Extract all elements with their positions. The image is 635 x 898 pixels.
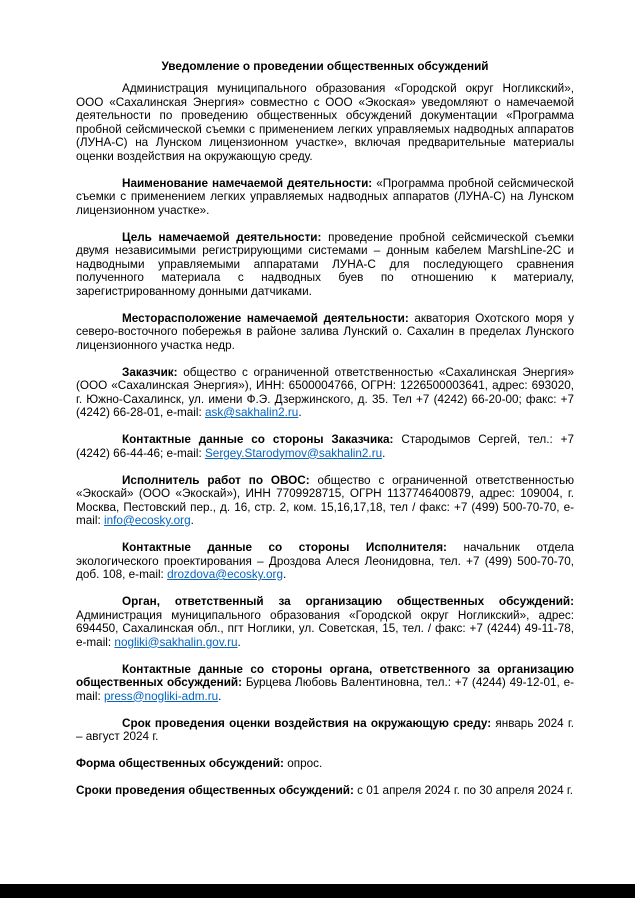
responsible-body-contact-email-link[interactable]: press@nogliki-adm.ru	[104, 689, 219, 703]
paragraph-text: акватория Охотского моря у северо-восточного побережья в районе залива Лунский о. Сахалин в пределах Лунского лицензионного участка недр.	[76, 311, 574, 352]
paragraph-tail: .	[218, 689, 222, 703]
paragraph-text: Бурцева Любовь Валентиновна, тел.: +7 (4244) 49-12-01, e-mail:	[76, 676, 574, 703]
paragraph-activity-goal	[76, 231, 574, 299]
paragraph-label: Срок проведения оценки воздействия на окружающую среду:	[122, 716, 492, 730]
paragraph-activity-name	[76, 177, 574, 218]
paragraph-tail: .	[190, 514, 194, 527]
paragraph-text: «Программа пробной сейсмической съемки с применением легких управляемых надводных аппаратов (ЛУНА-С) на Лунском лицензионном участке».	[76, 176, 574, 217]
page-bottom-bar	[0, 884, 635, 898]
contractor-contact-email-link[interactable]: drozdova@ecosky.org	[167, 568, 283, 581]
paragraph-label: Форма общественных обсуждений:	[76, 757, 284, 770]
paragraph-contractor	[76, 474, 574, 528]
paragraph-text: Администрация муниципального образования «Городской округ Ногликский», адрес: 694450, Сахалинская обл., пгт Ноглики, ул. Советская, 15, тел. / факс: +7 (4244) 49-11-78, e-mail:	[76, 608, 574, 649]
paragraph-contractor-contact	[76, 541, 574, 582]
paragraph-text: общество с ограниченной ответственностью «Экоскай» (ООО «Экоскай»), ИНН 7709928715, ОГРН 1137746400879, адрес: 109004, г. Москва, Пестовский пер., д. 16, стр. 2, ком. 15,16,17,18, тел / факс: +7 (499) 500-70-70, e-mail:	[76, 473, 574, 527]
paragraph-intro	[76, 82, 574, 163]
paragraph-activity-location	[76, 312, 574, 353]
document-title: Уведомление о проведении общественных обсуждений	[161, 60, 489, 73]
paragraph-text: проведение пробной сейсмической съемки двумя независимыми регистрирующими системами – донным кабелем MarshLine-2C и надводными управляемыми аппаратами ЛУНА-С для последующего сравнения полученного материала с надводных буев по отношению к материалу, зарегистрированному донными датчиками.	[76, 230, 575, 298]
paragraph-label: Контактные данные со стороны органа, ответственного за организацию общественных обсуждений:	[76, 662, 574, 689]
paragraph-label: Контактные данные со стороны Заказчика:	[122, 433, 394, 446]
paragraph-text: январь 2024 г. – август 2024 г.	[76, 716, 574, 743]
paragraph-text: начальник отдела экологического проектирования – Дроздова Алеся Леонидовна, тел. +7 (499) 500-70-70, доб. 108, e-mail:	[76, 541, 575, 581]
paragraph-assessment-period	[76, 717, 574, 744]
paragraph-label: Орган, ответственный за организацию общественных обсуждений:	[122, 595, 574, 608]
paragraph-discussion-form	[76, 757, 574, 771]
paragraph-tail: .	[237, 635, 241, 649]
paragraph-text: с 01 апреля 2024 г. по 30 апреля 2024 г.	[357, 784, 573, 797]
paragraph-tail: .	[382, 446, 386, 460]
paragraph-responsible-body-contact	[76, 663, 574, 704]
paragraph-label: Наименование намечаемой деятельности:	[122, 176, 373, 190]
paragraph-text: опрос.	[287, 757, 323, 770]
paragraph-text: общество с ограниченной ответственностью «Сахалинская Энергия» (ООО «Сахалинская Энергия»), ИНН: 6500004766, ОГРН: 1226500003641, адрес: 693020, г. Южно-Сахалинск, ул. имени Ф.Э. Дзержинского, д. 35. Тел +7 (4242) 66-20-00; факс: +7 (4242) 66-28-01, e-mail:	[76, 365, 574, 419]
customer-email-link[interactable]: ask@sakhalin2.ru	[204, 406, 299, 419]
responsible-body-email-link[interactable]: nogliki@sakhalin.gov.ru	[114, 635, 238, 649]
paragraph-customer	[76, 366, 574, 420]
paragraph-tail: .	[282, 568, 287, 581]
paragraph-responsible-body	[76, 595, 574, 649]
contractor-email-link[interactable]: info@ecosky.org	[104, 514, 191, 527]
paragraph-tail: .	[298, 406, 302, 419]
paragraph-text: Стародымов Сергей, тел.: +7 (4242) 66-44-46; e-mail:	[76, 433, 574, 460]
paragraph-label: Цель намечаемой деятельности:	[122, 230, 322, 244]
paragraph-customer-contact	[76, 433, 574, 460]
paragraph-label: Исполнитель работ по ОВОС:	[122, 473, 310, 487]
paragraph-label: Заказчик:	[122, 365, 178, 379]
paragraph-label: Месторасположение намечаемой деятельности:	[122, 311, 409, 325]
paragraph-text: Администрация муниципального образования «Городской округ Ногликский», ООО «Сахалинская Энергия» совместно с ООО «Экоская» уведомляют о намечаемой деятельности по проведению общественных обсуждений документации «Программа пробной сейсмической съемки с применением легких управляемых надводных аппаратов (ЛУНА-С) на Лунском лицензионном участке», включая предварительные материалы оценки воздействия на окружающую среду.	[76, 82, 574, 163]
paragraph-discussion-dates	[76, 784, 574, 798]
customer-contact-email-link[interactable]: Sergey.Starodymov@sakhalin2.ru	[204, 446, 383, 460]
paragraph-label: Сроки проведения общественных обсуждений:	[76, 784, 354, 797]
document-body	[76, 60, 574, 811]
paragraph-label: Контактные данные со стороны Исполнителя:	[122, 541, 447, 554]
